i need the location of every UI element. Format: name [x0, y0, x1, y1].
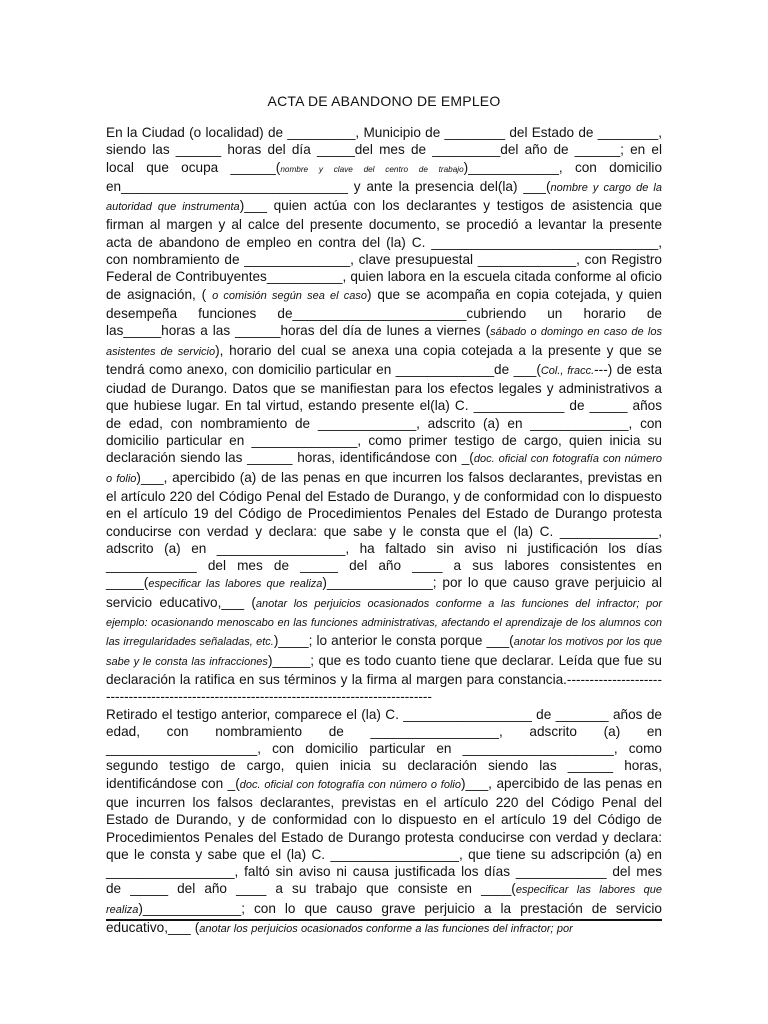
text-run-12: )___, apercibido (a) de las penas en que incurren los falsos declarantes, previstas en el artículo 220 del Código Penal del Estado de Durango, y de conformidad con lo dispuesto en el artículo 19 del Código de Procedimientos Penales del Estado de Durango protesta conducirse con verdad y declara: que sabe y le consta que el (la) C. _____________, adscrito (a) en _________________, ha faltado sin aviso ni justificación los días ____________ del mes de _____ del año ____ a sus labores consistentes en _____(: [106, 469, 663, 591]
text-run-4: )_____________; con lo que causo grave perjuicio a la prestación de servicio educativo,___ (: [106, 900, 662, 936]
italic-note-3: especificar las labores que realiza: [106, 884, 663, 916]
text-run-10: ---) de esta ciudad de Durango. Datos que se manifiestan para los efectos legales y administrativos a que hubiese lugar. En tal virtud, estando presente el(la) C. ____________ de _____ años de edad, con nombramiento de _____________, adscrito (a) en _____________, con domicilio particular en ______________, como primer testigo de cargo, quien inicia su declaración siendo las ______ horas, identificándose con _(: [106, 361, 663, 466]
text-run-16: )____; lo anterior le consta porque ___(: [273, 633, 514, 649]
italic-note-11: doc. oficial con fotografía con número o folio: [106, 453, 662, 485]
text-run-4: )___ quien actúa con los declarantes y testigos de asistencia que firman al margen y al calce del presente documento, se procedió a levantar la presente acta de abandono de empleo en contra del (la) C. ______________________________, con nombramiento de ______________, clave presupuestal _____________, con Registro Federal de Contribuyentes__________, quien labora en la escuela citada conforme al oficio de asignación, (: [106, 198, 662, 302]
italic-note-13: especificar las labores que realiza: [148, 578, 323, 591]
text-run-8: ), horario del cual se anexa una copia cotejada a la presente y que se tendrá como anexo, con domicilio particular en _____________de ___(: [106, 342, 662, 377]
italic-note-5: o comisión según sea el caso: [212, 289, 367, 302]
italic-note-15: anotar los perjuicios ocasionados conforme a las funciones del infractor; por ejemplo: ocasionando menoscabo en las funciones administrativas, afectando el aprendizaje de los alumnos con las irregularidades señaladas, etc.: [106, 597, 662, 649]
text-run-6: ) que se acompaña en copia cotejada, y quien desempeña funciones de_______________________cubriendo un horario de las_____horas a las ______horas del día de lunes a viernes (: [106, 286, 662, 339]
paragraph-second-witness: [106, 706, 662, 939]
text-run-2: )____________, con domicilio en______________________________ y ante la presencia del(la) ___(: [106, 159, 663, 194]
document-title: ACTA DE ABANDONO DE EMPLEO: [267, 93, 501, 109]
page-bottom-rule: [106, 919, 662, 921]
italic-note-17: anotar los motivos por los que sabe y le consta las infracciones: [106, 636, 662, 668]
text-run-0: Retirado el testigo anterior, comparece el (la) C. _________________ de _______ años de edad, con nombramiento de _________________, adscrito (a) en ____________________, con domicilio particular en ____________________, como segundo testigo de cargo, quien inicia su declaración siendo las ______ horas, identificándose con _(: [106, 706, 662, 791]
italic-note-1: doc. oficial con fotografía con número o folio: [239, 778, 461, 791]
italic-note-9: Col., fracc.: [540, 364, 595, 377]
italic-note-5: anotar los perjuicios ocasionados conforme a las funciones del infractor; por: [199, 923, 573, 936]
text-run-2: )___, apercibido de las penas en que incurren los falsos declarantes, previstas en el artículo 220 del Código Penal del Estado de Durando, y de conformidad con lo dispuesto en el artículo 19 del Código de Procedimientos Penales del Estado de Durango protesta conducirse con verdad y declara: que le consta y sabe que el (la) C. _________________, que tiene su adscripción (a) en _________________, faltó sin aviso ni causa justificada los días ____________ del mes de _____ del año ____ a su trabajo que consiste en ____(: [106, 775, 663, 897]
italic-note-7: sábado o domingo en caso de los asistentes de servicio: [106, 326, 662, 358]
document-body: [106, 124, 662, 938]
paragraph-first-witness: [106, 124, 662, 706]
text-run-18: )_____; que es todo cuanto tiene que declarar. Leída que fue su declaración la ratifica en sus términos y la firma al margen para constancia.---------------------------------------------------------------------------------------------: [106, 652, 662, 705]
text-run-0: En la Ciudad (o localidad) de _________, Municipio de ________ del Estado de ________, siendo las ______ horas del día _____del mes de _________del año de ______; en el local que ocupa ______(: [106, 125, 662, 175]
text-run-14: )______________; por lo que causo grave perjuicio al servicio educativo,___ (: [106, 575, 662, 610]
italic-note-3: nombre y cargo de la autoridad que instrumenta: [106, 181, 662, 214]
italic-note-1: nombre y clave del centro de trabajo: [280, 164, 464, 174]
